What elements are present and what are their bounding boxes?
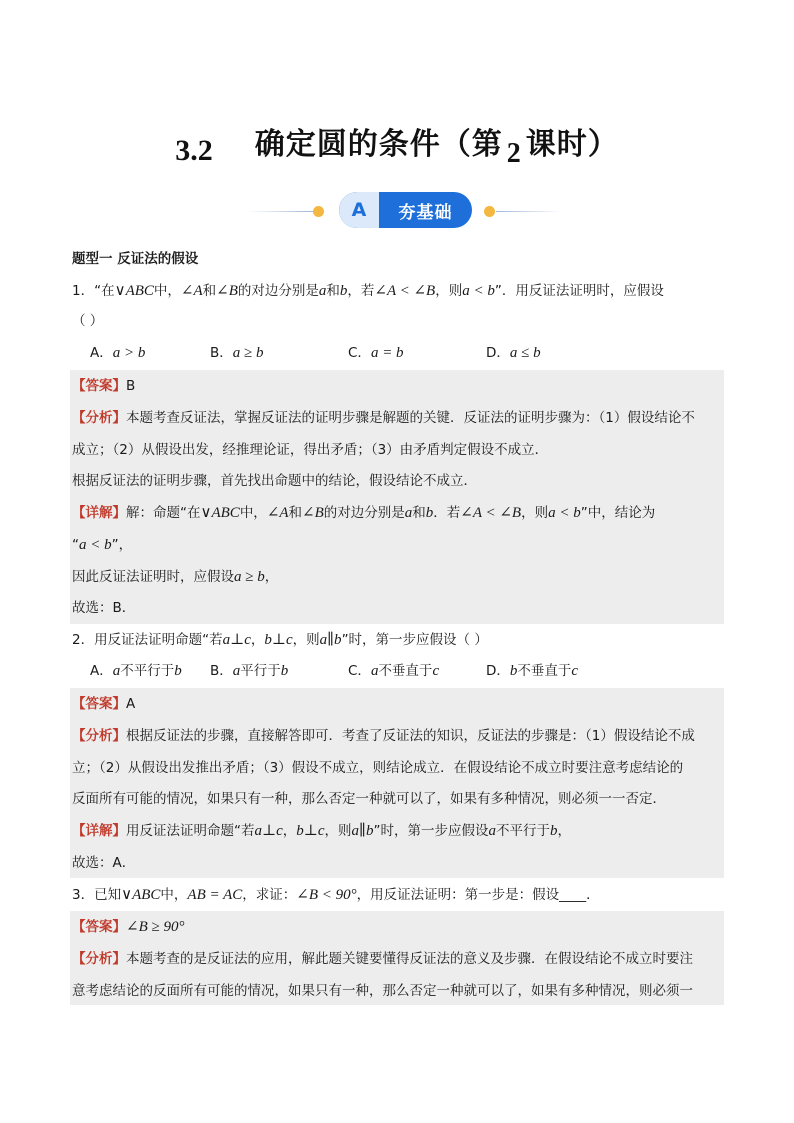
banner-dot-right [484,206,495,217]
q1-stem-h: 和 [326,283,340,299]
q1-stem-k: ∠A < ∠B [374,283,436,299]
q3-answer [72,917,184,937]
q1-detail-k: ∠A < ∠B [460,505,522,521]
section-heading: 题型一 反证法的假设 [72,251,199,267]
q2-detail-a: 用反证法证明命题“若 [126,823,255,839]
q1-detail-l2-b: ”， [111,537,133,553]
q2-option-d[interactable] [486,661,578,681]
q1-stem-i: b [339,283,348,299]
q2-stem-m3: a∥b [319,632,342,648]
q2-option-c[interactable] [348,661,439,681]
q2-answer-tag: 【答案】 [72,696,126,712]
q1-stem-f: 的对边分别是 [237,283,319,299]
q1-answer-tag: 【答案】 [72,378,126,394]
q1-option-b[interactable] [210,343,264,363]
q2-stem-a: 2．用反证法证明命题“若 [72,632,223,648]
q3-analysis-l2: 意考虑结论的反面所有可能的情况，如果只有一种，那么否定一种就可以了，如果有多种情况，则必须一 [72,983,693,999]
q2-answer [72,694,135,714]
title-text [254,127,619,169]
level-badge-label: 夯基础 [398,202,453,223]
section-number: 3.2 [175,134,213,167]
q2-detail-m3: a∥b [351,823,374,839]
q1-analysis-tag: 【分析】 [72,410,126,426]
q1-stem [72,281,664,301]
q2-option-b-var: a [232,663,241,679]
q2-analysis-l1 [72,726,695,746]
q2-analysis-tag: 【分析】 [72,728,126,744]
q1-paren: （ ） [72,313,104,329]
q3-analysis-l1 [72,949,693,969]
q3-stem-m1: AB = AC [187,887,243,903]
q1-option-b-math: a ≥ b [232,345,264,361]
q3-stem-d: ，用反证法证明：第一步是：假设____． [356,887,600,903]
q2-detail-m4: a [488,823,496,839]
title-text-b: 课时） [525,127,619,162]
q1-detail-f: 的对边分别是 [323,505,405,521]
q1-detail-d: 和 [288,505,303,521]
q2-option-d-var2: c [571,663,579,679]
banner-line-left [248,211,314,212]
q1-stem-j: ，若 [347,283,375,299]
q1-stem-n: ”．用反证法证明时，应假设 [494,283,664,299]
banner-line-right [496,211,562,212]
q1-answer [72,376,135,396]
q1-option-c-letter: C． [348,345,371,361]
q2-option-d-text: 不垂直于 [517,663,572,679]
q1-analysis-text1: 本题考查反证法，掌握反证法的证明步骤是解题的关键．反证法的证明步骤为：（1）假设结论不 [126,410,695,426]
q3-stem-m2: ∠B < 90° [296,887,357,903]
q1-analysis-l3: 根据反证法的证明步骤，首先找出命题中的结论，假设结论不成立． [72,473,477,489]
q1-detail-l2-m: a < b [79,537,112,553]
q2-option-b[interactable] [210,661,288,681]
q1-option-d-letter: D． [486,345,510,361]
q2-option-c-var: a [370,663,379,679]
banner-dot-left [313,206,324,217]
q1-stem-g: a [318,283,327,299]
q2-option-a-text: 不平行于 [120,663,175,679]
q1-option-a[interactable] [90,343,145,363]
q1-analysis-l1 [72,408,695,428]
q3-answer-value: ∠B ≥ 90° [126,919,185,935]
q2-option-c-letter: C． [348,663,371,679]
q2-option-a-letter: A． [90,663,113,679]
q1-choose: 故选：B． [72,600,136,616]
q1-option-d-math: a ≤ b [509,345,541,361]
q1-detail-tag: 【详解】 [72,505,126,521]
q1-option-a-letter: A． [90,345,113,361]
q1-detail-e: ∠B [302,505,324,521]
q2-detail-m2: b⊥c [296,823,325,839]
q2-solution-box [70,688,724,878]
title-text-a: 确定圆的条件（第 [254,127,503,162]
q1-detail-l2-a: “ [72,537,79,553]
q2-detail-d: ”时，第一步应假设 [373,823,489,839]
q2-stem-m2: b⊥c [264,632,293,648]
q2-detail-m5: b [549,823,558,839]
q2-option-c-var2: c [432,663,440,679]
q2-detail-tag: 【详解】 [72,823,126,839]
q1-detail-j: ．若 [433,505,461,521]
q2-detail-c: ，则 [324,823,352,839]
q1-detail-tri: ∨ABC [200,505,240,521]
q1-analysis-l2: 成立；（2）从假设出发，经推理论证，得出矛盾；（3）由矛盾判定假设不成立． [72,442,549,458]
q2-choose: 故选：A． [72,855,136,871]
q2-detail-e: 不平行于 [495,823,550,839]
q1-detail-c: ∠A [266,505,289,521]
q1-detail-l3-m: a ≥ b [234,569,265,585]
q3-answer-tag: 【答案】 [72,919,126,935]
q2-analysis-l3: 反面所有可能的情况，如果只有一种，那么否定一种就可以了，如果有多种情况，则必须一一否定． [72,791,666,807]
q1-detail-a: 解：命题“在 [126,505,201,521]
q2-option-b-var2: b [280,663,289,679]
q1-detail-h: 和 [412,505,426,521]
q2-stem-m1: a⊥c [222,632,251,648]
q2-analysis-l2: 立；（2）从假设出发推出矛盾；（3）假设不成立，则结论成立．在假设结论不成立时要注意考虑结论的 [72,760,684,776]
q2-detail-b: ， [282,823,297,839]
level-badge [339,192,472,228]
q2-option-a[interactable] [90,661,182,681]
q2-option-a-var: a [112,663,121,679]
q2-option-c-text: 不垂直于 [378,663,433,679]
q1-detail-l2 [72,535,132,555]
q1-detail-b: 中， [239,505,267,521]
q1-stem-c: ∠A [180,283,203,299]
page-title [0,112,794,169]
q2-detail-f: ， [557,823,571,839]
q1-stem-a: 1．“在 [72,283,115,299]
q1-detail-m: a < b [548,505,581,521]
q1-detail-l3-a: 因此反证法证明时，应假设 [72,569,234,585]
q1-option-c-math: a = b [370,345,404,361]
q2-stem-d: ”时，第一步应假设（ ） [341,632,488,648]
q3-stem-a: 3．已知 [72,887,122,903]
q1-detail-i: b [425,505,434,521]
q2-option-b-text: 平行于 [240,663,281,679]
q1-detail-l: ，则 [521,505,549,521]
q2-detail [72,821,571,841]
q3-stem-tri: ∨ABC [121,887,161,903]
q1-stem-d: 和 [202,283,217,299]
q1-detail-l3-b: ， [264,569,279,585]
q1-stem-m: a < b [462,283,495,299]
q1-stem-tri: ∨ABC [114,283,154,299]
q2-analysis-text1: 根据反证法的步骤，直接解答即可．考查了反证法的知识，反证法的步骤是：（1）假设结论不成 [126,728,695,744]
q2-stem [72,630,488,650]
q3-stem-c: ，求证： [242,887,297,903]
q1-answer-value: B [126,378,136,394]
q3-stem-b: 中， [160,887,188,903]
level-banner [0,192,794,228]
q2-stem-c: ，则 [292,632,320,648]
q2-detail-m1: a⊥c [254,823,283,839]
q2-option-d-var: b [509,663,518,679]
q1-detail-g: a [404,505,413,521]
q2-option-d-letter: D． [486,663,510,679]
q3-analysis-tag: 【分析】 [72,951,126,967]
q1-option-b-letter: B． [210,345,233,361]
q1-option-d[interactable] [486,343,541,363]
q1-option-c[interactable] [348,343,404,363]
q3-stem [72,885,600,905]
level-badge-letter: A [339,192,379,228]
q1-detail-n: ”中，结论为 [580,505,656,521]
q1-detail-l3 [72,567,278,587]
q2-stem-b: ， [250,632,265,648]
q3-analysis-text1: 本题考查的是反证法的应用，解此题关键要懂得反证法的意义及步骤．在假设结论不成立时要注 [126,951,693,967]
q1-stem-l: ，则 [435,283,463,299]
q2-option-b-letter: B． [210,663,233,679]
q1-detail-l1 [72,503,655,523]
q2-answer-value: A [126,696,136,712]
q1-stem-e: ∠B [216,283,238,299]
q2-option-a-var2: b [174,663,182,679]
q1-option-a-math: a > b [112,345,146,361]
q1-stem-b: 中， [153,283,181,299]
title-lesson-number: 2 [506,138,522,169]
